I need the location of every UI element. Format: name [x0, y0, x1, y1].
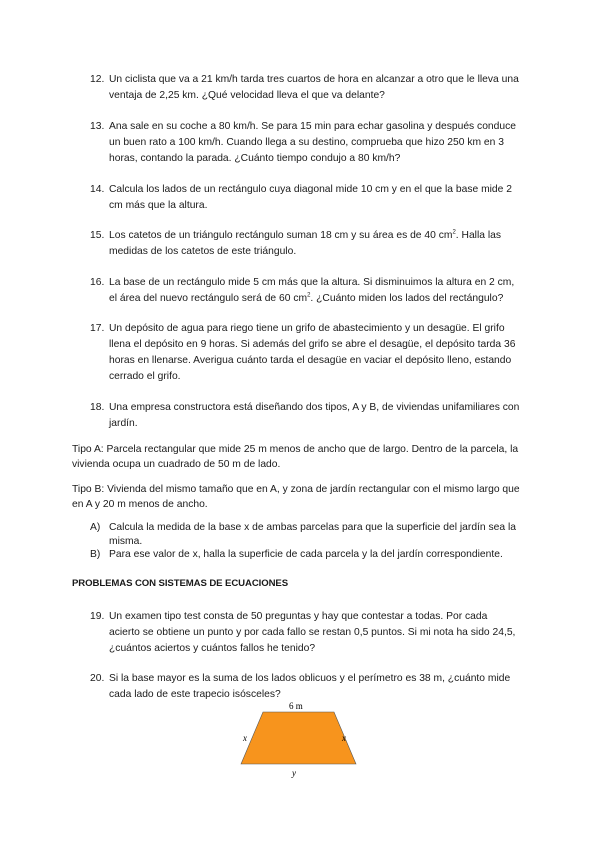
left-side-label: x — [243, 733, 247, 743]
tipo-b-paragraph: Tipo B: Vivienda del mismo tamaño que en A, y zona de jardín rectangular con el mismo largo que en A y 20 m menos de ancho. — [72, 484, 520, 510]
subitem-label: B) — [90, 549, 101, 560]
problem-text: Ana sale en su coche a 80 km/h. Se para 15 min para echar gasolina y después conduce un buen rato a 100 km/h. Cuando llega a su destino, comprueba que hizo 250 km en 3 horas, contando la parada. ¿Cuánto tiempo condujo a 80 km/h? — [109, 121, 516, 164]
subitem-text: Para ese valor de x, halla la superficie de cada parcela y la del jardín correspondiente. — [109, 549, 503, 560]
problem-16 — [90, 275, 520, 307]
subitem-a — [90, 521, 520, 549]
trapezoid-figure — [230, 698, 370, 780]
problem-number: 13. — [90, 121, 105, 132]
top-side-label: 6 m — [289, 701, 303, 711]
problem-number: 18. — [90, 402, 105, 413]
problem-15 — [90, 228, 520, 260]
problem-number: 19. — [90, 611, 105, 622]
problem-text: Un ciclista que va a 21 km/h tarda tres cuartos de hora en alcanzar a otro que le lleva una ventaja de 2,25 km. ¿Qué velocidad lleva el que va delante? — [109, 74, 519, 101]
tipo-a-paragraph: Tipo A: Parcela rectangular que mide 25 m menos de ancho que de largo. Dentro de la parcela, la vivienda ocupa un cuadrado de 50 m de lado. — [72, 444, 519, 470]
problem-number: 15. — [90, 230, 105, 241]
problem-text: Si la base mayor es la suma de los lados oblicuos y el perímetro es 38 m, ¿cuánto mide cada lado de este trapecio isósceles? — [109, 673, 511, 700]
problem-number: 12. — [90, 74, 105, 85]
problem-number: 16. — [90, 277, 105, 288]
problem-14 — [90, 182, 520, 214]
trapezoid-shape — [241, 712, 356, 764]
problem-18 — [90, 400, 520, 432]
subitem-b — [90, 548, 520, 562]
subitem-label: A) — [90, 522, 101, 533]
problem-number: 14. — [90, 184, 105, 195]
problem-17 — [90, 321, 520, 385]
problem-19 — [90, 609, 520, 657]
right-side-label: x — [342, 733, 346, 743]
problem-text: La base de un rectángulo mide 5 cm más que la altura. Si disminuimos la altura en 2 cm, el área del nuevo rectángulo será de 60 $cm^2$. ¿Cuánto miden los lados del rectángulo? — [109, 277, 515, 304]
problem-text: Los catetos de un triángulo rectángulo suman 18 cm y su área es de 40 $cm^2$. Halla las medidas de los catetos de este triángulo. — [109, 229, 501, 257]
problem-text: Calcula los lados de un rectángulo cuya diagonal mide 10 cm y en el que la base mide 2 cm más que la altura. — [109, 184, 512, 211]
subitem-text: Calcula la medida de la base x de ambas parcelas para que la superficie del jardín sea la misma. — [109, 522, 516, 547]
problem-text: Una empresa constructora está diseñando dos tipos, A y B, de viviendas unifamiliares con jardín. — [109, 402, 520, 429]
problem-text: Un depósito de agua para riego tiene un grifo de abastecimiento y un desagüe. El grifo llena el depósito en 9 horas. Si además del grifo se abre el desagüe, el depósito tarda 36 horas en llenarse. Averigua cuánto tarda el desagüe en vaciar el depósito lleno, estando cerrado el grifo. — [109, 323, 516, 382]
problem-12 — [90, 72, 520, 104]
problem-text: Un examen tipo test consta de 50 preguntas y hay que contestar a todas. Por cada acierto se obtiene un punto y por cada fallo se restan 0,5 puntos. Si mi nota ha sido 24,5, ¿cuántos aciertos y cuántos fallos he tenido? — [109, 611, 516, 654]
section-heading: PROBLEMAS CON SISTEMAS DE ECUACIONES — [72, 578, 289, 589]
problem-number: 17. — [90, 323, 105, 334]
problem-number: 20. — [90, 673, 105, 684]
problem-13 — [90, 119, 520, 167]
bottom-side-label: y — [292, 768, 296, 778]
